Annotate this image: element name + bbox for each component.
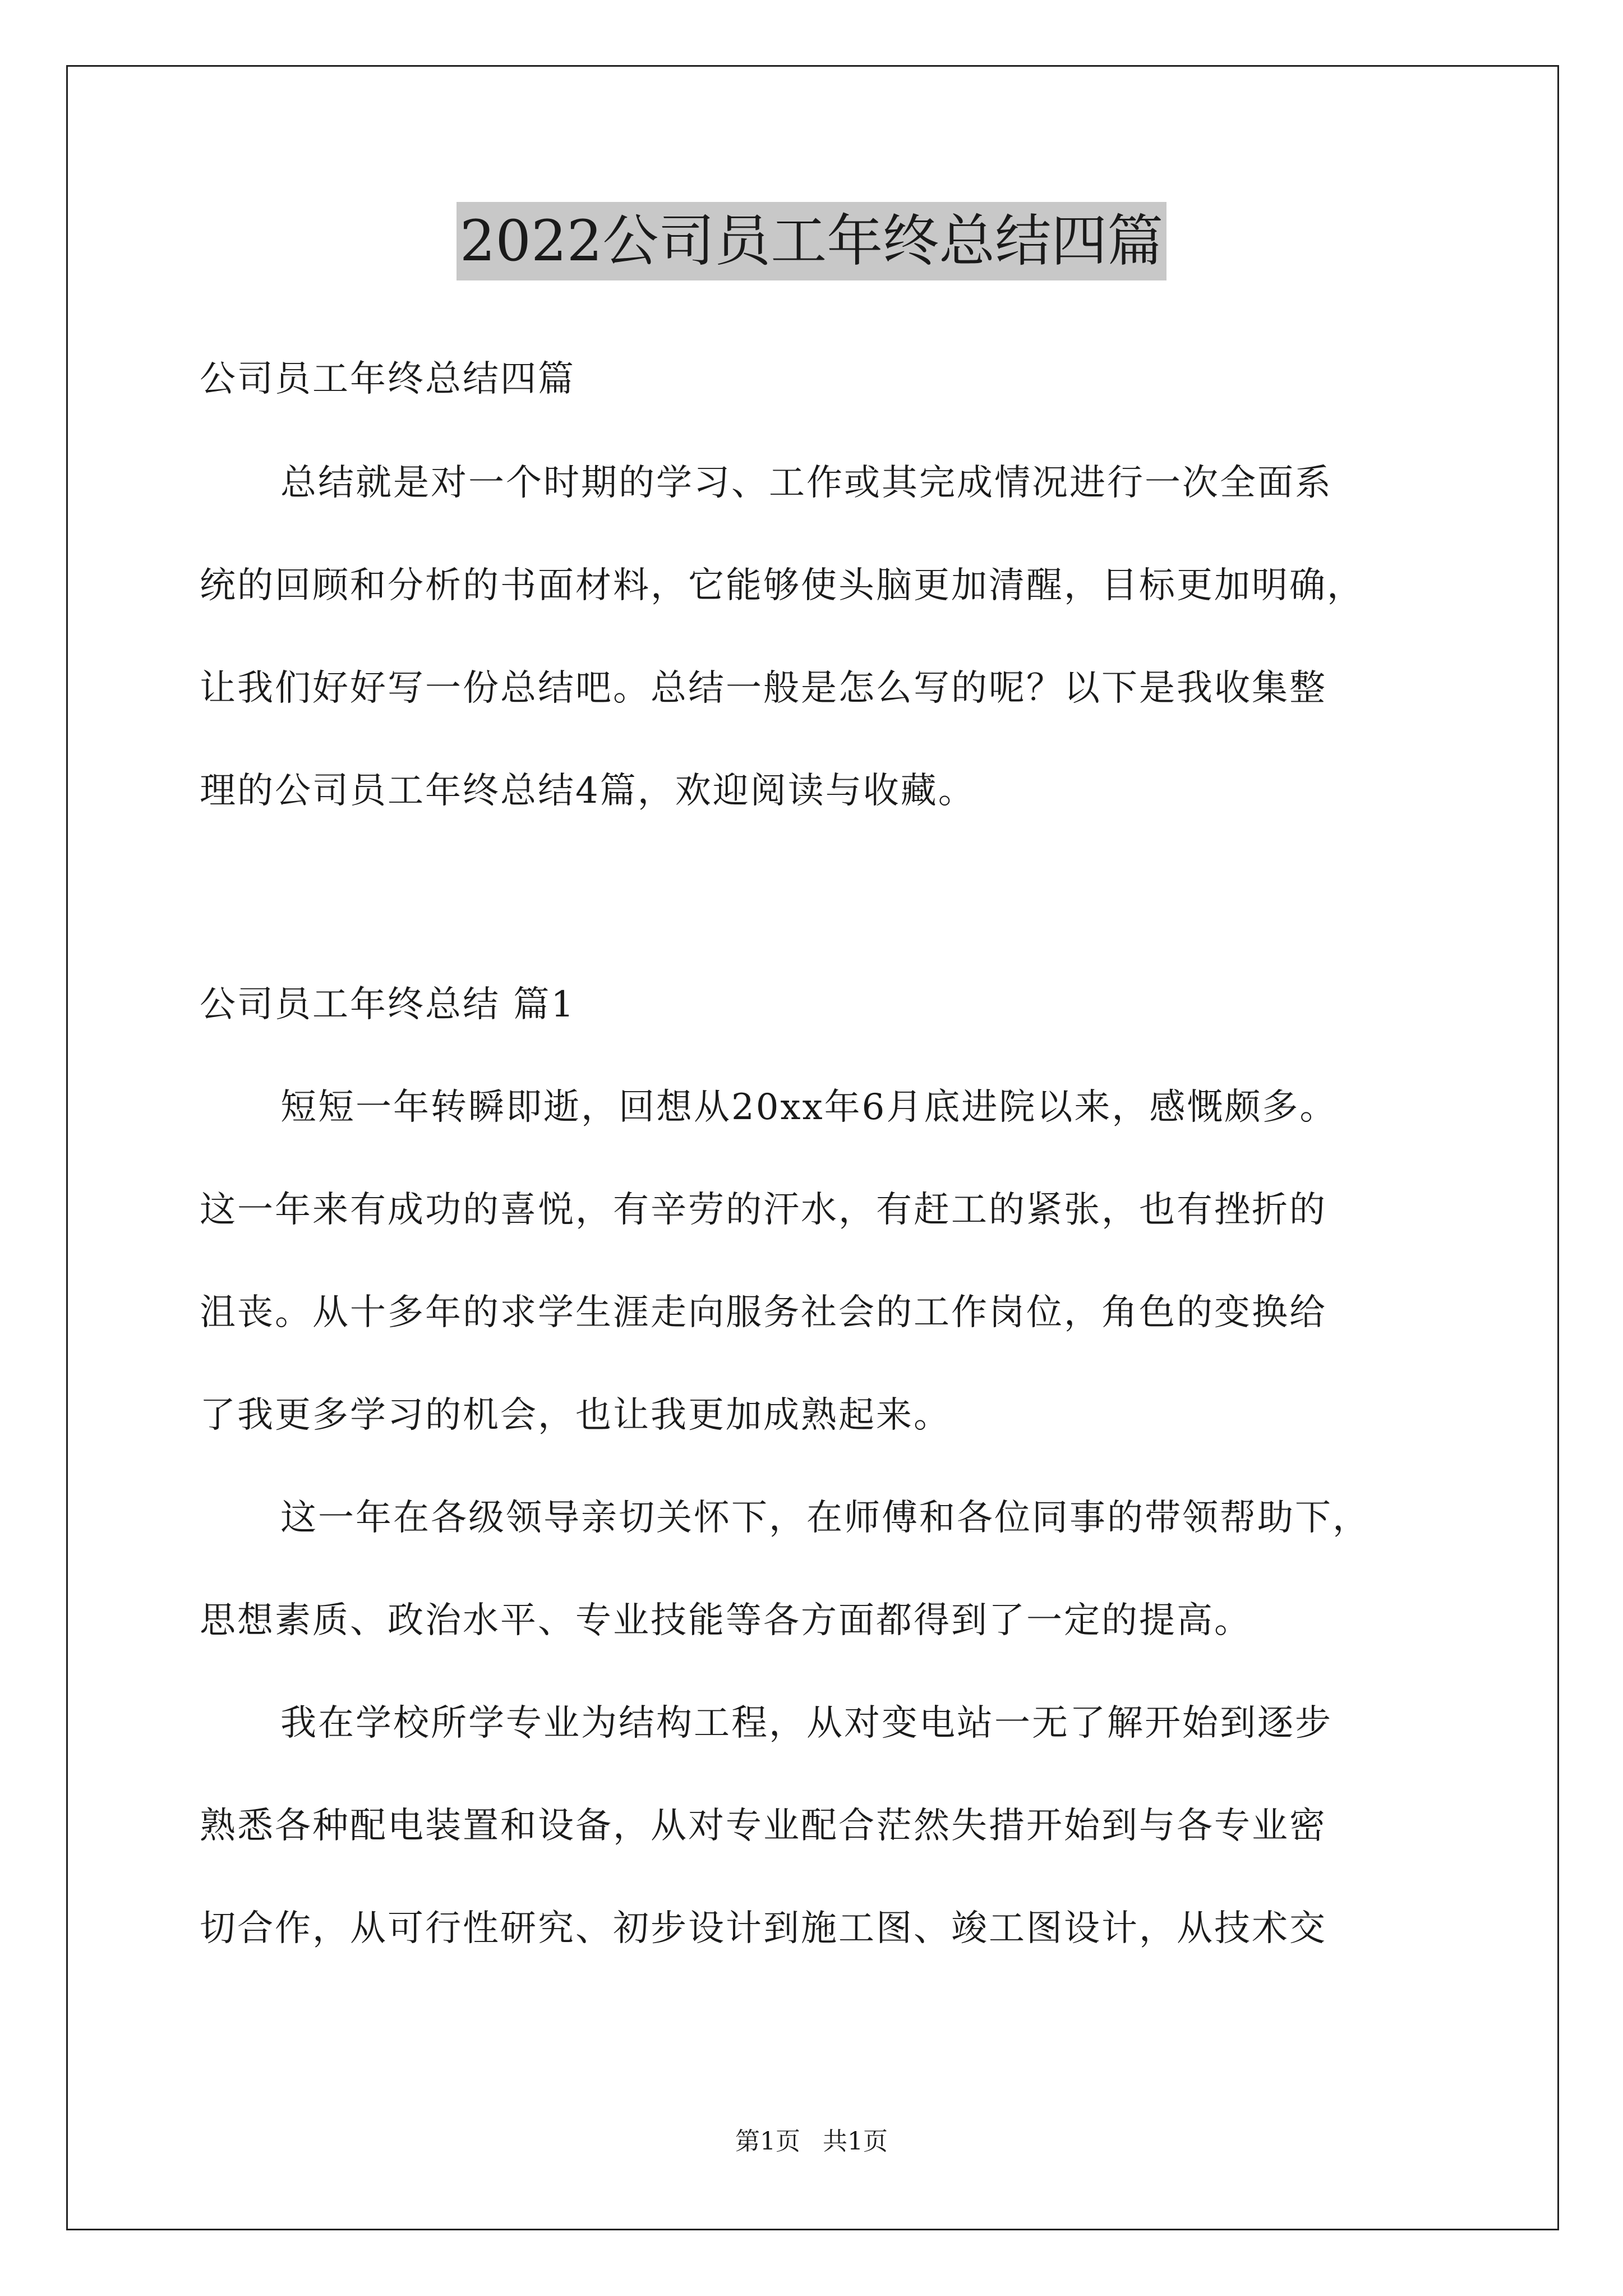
intro-line-1: 总结就是对一个时期的学习、工作或其完成情况进行一次全面系 [280, 462, 1332, 504]
para2-line-1: 这一年在各级领导亲切关怀下，在师傅和各位同事的带领帮助下， [280, 1497, 1370, 1539]
intro-line-4: 理的公司员工年终总结4篇，欢迎阅读与收藏。 [200, 770, 976, 812]
intro-line-3: 让我们好好写一份总结吧。总结一般是怎么写的呢？以下是我收集整 [200, 668, 1327, 709]
page-number: 第1页 [735, 2127, 800, 2156]
para1-line-3: 沮丧。从十多年的求学生涯走向服务社会的工作岗位，角色的变换给 [200, 1292, 1327, 1333]
document-title [0, 202, 1623, 280]
page-total: 共1页 [823, 2127, 888, 2156]
section-heading: 公司员工年终总结 篇1 [200, 984, 576, 1025]
para1-line-2: 这一年来有成功的喜悦，有辛劳的汗水，有赶工的紧张，也有挫折的 [200, 1189, 1327, 1231]
para2-line-2: 思想素质、政治水平、专业技能等各方面都得到了一定的提高。 [200, 1600, 1252, 1641]
document-title-text: 2022公司员工年终总结四篇 [457, 202, 1167, 280]
document-subtitle: 公司员工年终总结四篇 [200, 358, 575, 400]
para1-line-4: 了我更多学习的机会，也让我更加成熟起来。 [200, 1395, 951, 1436]
intro-line-2: 统的回顾和分析的书面材料，它能够使头脑更加清醒，目标更加明确， [200, 565, 1364, 606]
page-footer [0, 2125, 1623, 2159]
para3-line-1: 我在学校所学专业为结构工程，从对变电站一无了解开始到逐步 [280, 1703, 1332, 1744]
para3-line-2: 熟悉各种配电装置和设备，从对专业配合茫然失措开始到与各专业密 [200, 1805, 1327, 1847]
para3-line-3: 切合作，从可行性研究、初步设计到施工图、竣工图设计，从技术交 [200, 1908, 1327, 1949]
para1-line-1: 短短一年转瞬即逝，回想从20xx年6月底进院以来，感慨颇多。 [280, 1087, 1338, 1128]
